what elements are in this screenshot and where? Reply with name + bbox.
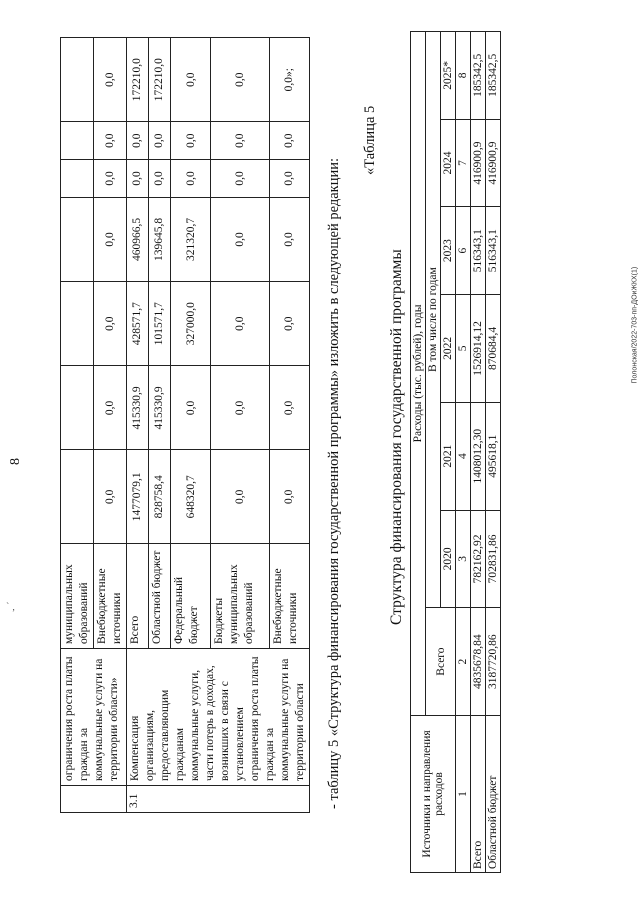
- value-cell: 327000,0: [170, 282, 210, 366]
- value-cell: [61, 197, 94, 281]
- value-cell: 0,0: [94, 38, 127, 122]
- value-cell: 0,0: [94, 282, 127, 366]
- funding-source: Всего: [127, 544, 149, 649]
- value-cell: 0,0: [170, 38, 210, 122]
- value-cell: 0,0: [94, 450, 127, 544]
- value-cell: 870684,4: [486, 295, 501, 403]
- column-number: 6: [456, 207, 471, 295]
- funding-source: Внебюджетные источники: [94, 544, 127, 649]
- value-cell: 428571,7: [127, 282, 149, 366]
- funding-source: Бюджеты муниципальных образований: [211, 544, 270, 649]
- table-row: [61, 38, 94, 813]
- value-cell: 172210,0: [127, 38, 149, 122]
- value-cell: 782162,92: [471, 510, 486, 608]
- value-cell: 0,0: [269, 122, 309, 160]
- value-cell: 0,0: [170, 366, 210, 450]
- financing-table: [410, 31, 501, 873]
- value-cell: 0,0: [269, 160, 309, 198]
- column-number: 5: [456, 295, 471, 403]
- value-cell: 1408012,30: [471, 402, 486, 510]
- value-cell: [61, 366, 94, 450]
- value-cell: 0,0»;: [269, 38, 309, 122]
- table-number: «Таблица 5: [362, 105, 378, 175]
- value-cell: 0,0: [94, 197, 127, 281]
- column-number: 3: [456, 510, 471, 608]
- funding-source: муниципальных образований: [61, 544, 94, 649]
- footer-code: Полонская/2022-703-пп-ДОиЖКХ(1): [631, 266, 639, 384]
- value-cell: 0,0: [127, 160, 149, 198]
- value-cell: 416900,9: [471, 119, 486, 207]
- column-number: 1: [456, 716, 471, 873]
- value-cell: 0,0: [211, 282, 270, 366]
- value-cell: 0,0: [127, 122, 149, 160]
- value-cell: 702831,86: [486, 510, 501, 608]
- value-cell: 0,0: [148, 160, 170, 198]
- value-cell: 0,0: [170, 160, 210, 198]
- value-cell: 0,0: [211, 450, 270, 544]
- year-header: 2021: [441, 402, 456, 510]
- value-cell: 415330,9: [127, 366, 149, 450]
- value-cell: 185342,5: [471, 32, 486, 120]
- value-cell: 828758,4: [148, 450, 170, 544]
- column-number: 2: [456, 608, 471, 716]
- column-number: 4: [456, 402, 471, 510]
- value-cell: 1526914,12: [471, 295, 486, 403]
- row-label: Всего: [471, 716, 486, 873]
- value-cell: [61, 122, 94, 160]
- value-cell: 516343,1: [471, 207, 486, 295]
- value-cell: 0,0: [211, 197, 270, 281]
- value-cell: [61, 160, 94, 198]
- value-cell: 0,0: [269, 366, 309, 450]
- column-number: 8: [456, 32, 471, 120]
- header-sources: Источники и направления расходов: [411, 716, 456, 873]
- page-number: 8: [8, 458, 23, 465]
- value-cell: 321320,7: [170, 197, 210, 281]
- year-header: 2024: [441, 119, 456, 207]
- value-cell: 172210,0: [148, 38, 170, 122]
- value-cell: 0,0: [269, 450, 309, 544]
- value-cell: 495618,1: [486, 402, 501, 510]
- table-row: [471, 32, 486, 873]
- funding-source: Областной бюджет: [148, 544, 170, 649]
- header-expenses: Расходы (тыс. рублей), годы: [411, 32, 426, 716]
- funding-source: Федеральный бюджет: [170, 544, 210, 649]
- value-cell: 0,0: [269, 197, 309, 281]
- year-header: 2020: [441, 510, 456, 608]
- table-row: [486, 32, 501, 873]
- value-cell: 516343,1: [486, 207, 501, 295]
- value-cell: [61, 450, 94, 544]
- value-cell: 0,0: [170, 122, 210, 160]
- value-cell: 101571,7: [148, 282, 170, 366]
- row-name: Компенсация организациям, предоставляющим гражданам коммунальные услуги, части потерь в доходах, возникших в связи с установлением ограничения роста платы граждан за коммунальные услуги на территории области: [127, 649, 310, 786]
- amendment-note: - таблицу 5 «Структура финансирования государственной программы» изложить в следующей редакции:: [326, 157, 342, 809]
- row-number: [61, 786, 127, 813]
- value-cell: 0,0: [211, 160, 270, 198]
- value-cell: 460966,5: [127, 197, 149, 281]
- value-cell: [61, 282, 94, 366]
- value-cell: 416900,9: [486, 119, 501, 207]
- value-cell: 0,0: [269, 282, 309, 366]
- value-cell: 0,0: [94, 366, 127, 450]
- value-cell: 648320,7: [170, 450, 210, 544]
- value-cell: 0,0: [211, 38, 270, 122]
- row-label: Областной бюджет: [486, 716, 501, 873]
- year-header: 2023: [441, 207, 456, 295]
- upper-table: [60, 37, 310, 813]
- table-title: Структура финансирования государственной программы: [388, 249, 405, 625]
- value-cell: 0,0: [94, 160, 127, 198]
- funding-source: Внебюджетные источники: [269, 544, 309, 649]
- table-row: [127, 38, 149, 813]
- value-cell: 0,0: [211, 122, 270, 160]
- value-cell: 1477079,1: [127, 450, 149, 544]
- value-cell: 0,0: [211, 366, 270, 450]
- value-cell: 4835678,84: [471, 608, 486, 716]
- value-cell: 185342,5: [486, 32, 501, 120]
- header-total: Всего: [426, 608, 456, 716]
- row-number: 3.1: [127, 786, 310, 813]
- year-header: 2025*: [441, 32, 456, 120]
- year-header: 2022: [441, 295, 456, 403]
- value-cell: 139645,8: [148, 197, 170, 281]
- value-cell: 0,0: [148, 122, 170, 160]
- row-name: ограничения роста платы граждан за коммунальные услуги на территории области»: [61, 649, 127, 786]
- header-by-years: В том числе по годам: [426, 32, 441, 608]
- value-cell: 0,0: [94, 122, 127, 160]
- value-cell: 3187720,86: [486, 608, 501, 716]
- column-number: 7: [456, 119, 471, 207]
- value-cell: [61, 38, 94, 122]
- scan-specks: ` ‚: [6, 602, 16, 613]
- value-cell: 415330,9: [148, 366, 170, 450]
